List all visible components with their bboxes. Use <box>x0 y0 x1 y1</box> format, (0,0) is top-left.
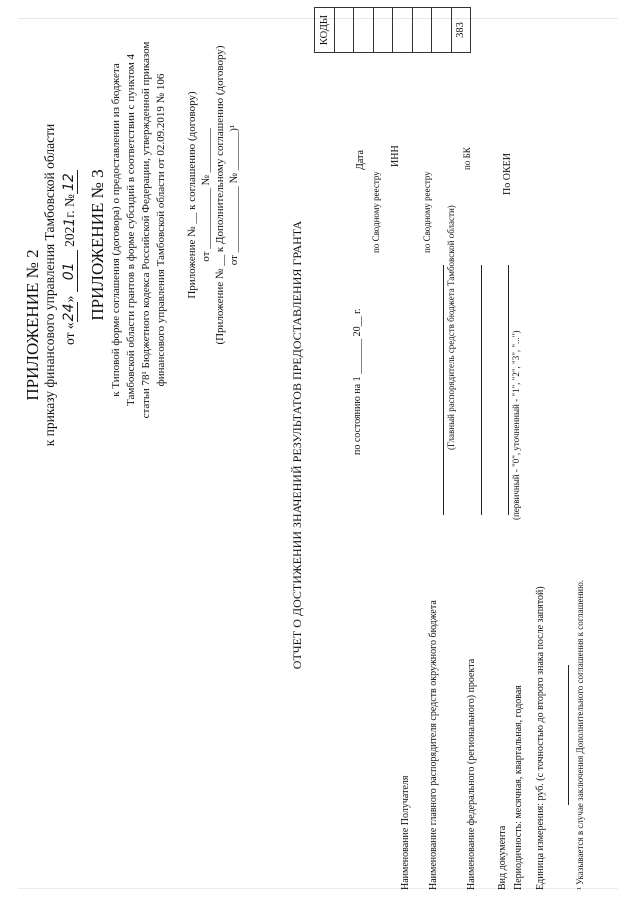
code-label-bk: по БК <box>462 147 472 170</box>
field-gr-admin-line[interactable] <box>443 265 444 515</box>
field-project-line[interactable] <box>481 265 482 515</box>
code-label-inn: ИНН <box>390 145 401 167</box>
field-recipient-label: Наименование Получателя <box>400 775 411 890</box>
appendix-3-line-2: Тамбовской области грантов в форме субсидий в соответствии с пунктом 4 <box>125 54 137 406</box>
codes-header: КОДЫ <box>315 8 335 53</box>
appendix-3-line-1: к Типовой форме соглашения (договора) о предоставлении из бюджета <box>110 63 122 397</box>
agreement-line-2: от ___________ № ________ <box>200 128 212 262</box>
appendix-3-line-4: финансового управления Тамбовской области от 02.09.2019 № 106 <box>155 73 167 387</box>
field-gr-admin-hint: (Главный распорядитель средств бюджета Тамбовской области) <box>446 205 456 450</box>
order-year-suffix: 1 <box>62 217 78 227</box>
agreement-line-4: от ____________ № _______)¹ <box>228 124 240 266</box>
code-cell-bk[interactable] <box>412 8 432 53</box>
code-cell-reestr2[interactable] <box>393 8 413 53</box>
appendix-3-line-3: статьи 78¹ Бюджетного кодекса Российской Федерации, утвержденной приказом <box>140 41 152 419</box>
field-project-label: Наименование федерального (регионального) проекта <box>466 658 477 890</box>
appendix-2-title: ПРИЛОЖЕНИЕ № 2 <box>23 249 42 401</box>
field-unit-label: Единица измерения: руб. (с точностью до второго знака после запятой) <box>535 586 546 890</box>
code-cell-inn[interactable] <box>373 8 393 53</box>
footnote-separator <box>568 665 569 805</box>
field-doc-type-hint: (первичный - "0", уточненный - "1", "2", "3", "...") <box>511 330 521 520</box>
codes-row <box>412 8 432 174</box>
code-label-date: Дата <box>355 150 366 170</box>
order-day: 24 <box>61 303 77 322</box>
order-number: 12 <box>61 170 78 194</box>
code-label-okei: По ОКЕИ <box>502 153 513 195</box>
codes-row <box>432 8 452 174</box>
code-cell-empty[interactable] <box>432 8 452 53</box>
code-cell-reestr1[interactable] <box>354 8 374 53</box>
codes-row <box>354 8 374 174</box>
field-gr-admin-label: Наименование главного распорядителя средств окружного бюджета <box>428 600 439 890</box>
agreement-line-1: Приложение № __ к соглашению (договору) <box>186 91 198 299</box>
code-cell-okei: 383 <box>451 8 471 53</box>
codes-row <box>334 8 354 174</box>
field-doc-type-label: Вид документа <box>497 825 508 890</box>
field-periodicity-label: Периодичность: месячная, квартальная, годовая <box>513 685 524 890</box>
report-title: ОТЧЕТ О ДОСТИЖЕНИИ ЗНАЧЕНИЙ РЕЗУЛЬТАТОВ ПРЕДОСТАВЛЕНИЯ ГРАНТА <box>290 220 304 670</box>
order-reference: к приказу финансового управления Тамбовской области <box>42 123 57 447</box>
agreement-line-3: (Приложение № __ к Дополнительному соглашению (договору) <box>214 45 226 345</box>
footnote-text: ¹ Указывается в случае заключения Дополнительного соглашения к соглашению. <box>575 579 585 890</box>
codes-header-row <box>315 8 335 174</box>
field-doc-type-line[interactable] <box>508 265 509 515</box>
code-label-reestr-1: по Сводному реестру <box>371 171 381 253</box>
order-month: 01 <box>61 250 78 292</box>
order-date-line: от «24» 01 2021г. №12 <box>61 170 78 345</box>
appendix-3-title: ПРИЛОЖЕНИЕ № 3 <box>88 169 107 321</box>
code-label-reestr-2: по Сводному реестру <box>422 171 432 253</box>
code-cell-date[interactable] <box>334 8 354 53</box>
report-as-of-date: по состоянию на 1 _______ 20__ г. <box>352 308 363 455</box>
